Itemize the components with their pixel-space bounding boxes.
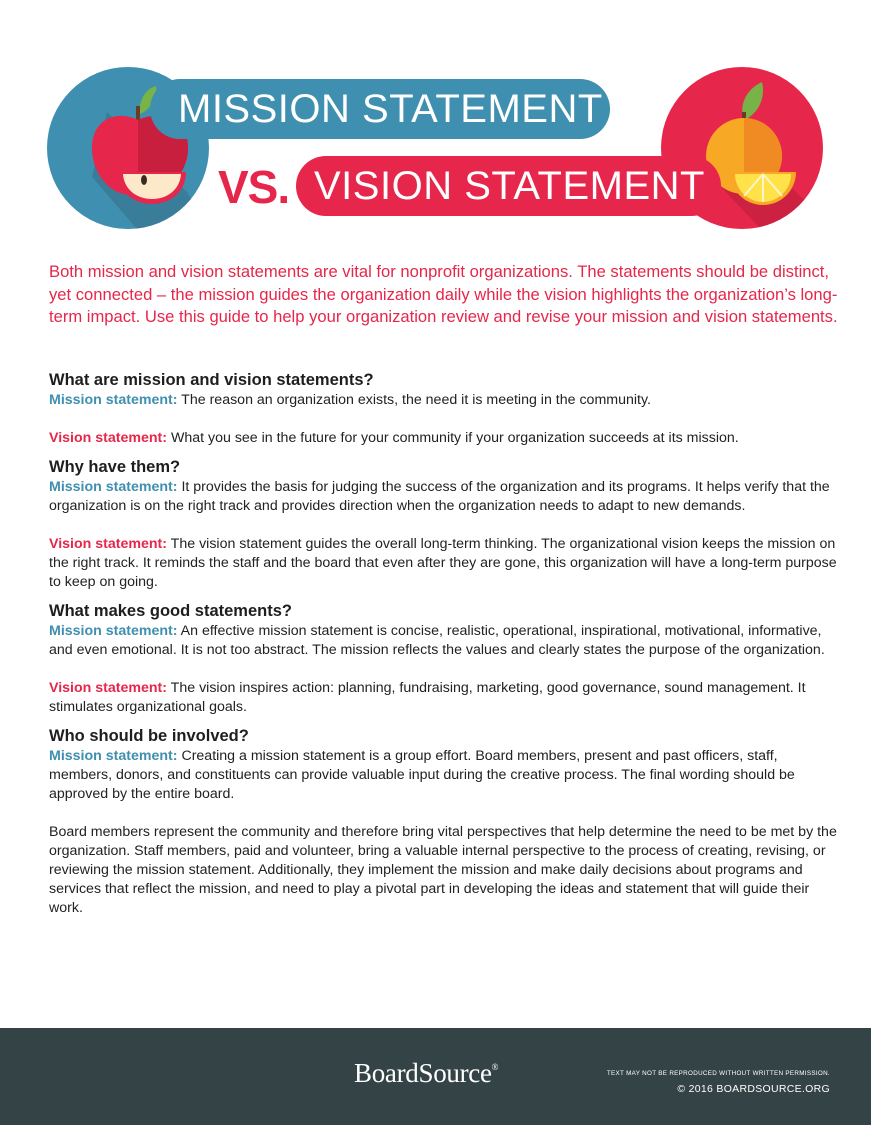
section-what-are xyxy=(49,370,839,448)
vision-paragraph xyxy=(49,429,839,448)
boardsource-logo xyxy=(354,1058,498,1089)
mission-title: MISSION STATEMENT xyxy=(178,86,603,131)
vision-paragraph xyxy=(49,679,839,717)
mission-label: Mission statement: xyxy=(49,392,178,408)
vision-text: The vision statement guides the overall long-term thinking. The organizational vision keeps the mission on the right track. It reminds the staff and the board that even after they are gone, this organization will have a long-term purpose to keep on going. xyxy=(49,536,837,590)
registered-mark: ® xyxy=(491,1062,499,1072)
mission-text: An effective mission statement is concise, realistic, operational, inspirational, motivational, informative, and even emotional. It is not too abstract. The mission reflects the values and clearly states the purpose of the organization. xyxy=(49,623,825,658)
vision-label: Vision statement: xyxy=(49,680,167,696)
intro-paragraph: Both mission and vision statements are vital for nonprofit organizations. The statements should be distinct, yet connected – the mission guides the organization daily while the vision highlights the organization’s long-term impact. Use this guide to help your organization review and revise your mission and vision statements. xyxy=(49,262,838,326)
vision-title-pill xyxy=(296,156,721,216)
vs-label: VS. xyxy=(218,161,290,213)
section-heading: Who should be involved? xyxy=(49,727,249,745)
section-why xyxy=(49,457,839,592)
mission-label: Mission statement: xyxy=(49,479,178,495)
permission-notice: TEXT MAY NOT BE REPRODUCED WITHOUT WRITTEN PERMISSION. xyxy=(606,1070,830,1077)
mission-paragraph xyxy=(49,478,839,516)
mission-text: Creating a mission statement is a group effort. Board members, present and past officers, staff, members, donors, and constituents can provide valuable input during the creative process. The final wording should be approved by the entire board. xyxy=(49,748,795,802)
vision-title: VISION STATEMENT xyxy=(314,163,705,208)
section-what-makes-good xyxy=(49,601,839,717)
header-banner xyxy=(0,0,871,250)
vision-text: The vision inspires action: planning, fundraising, marketing, good governance, sound management. It stimulates organizational goals. xyxy=(49,680,806,715)
mission-title-pill xyxy=(150,79,610,139)
vision-text: What you see in the future for your community if your organization succeeds at its mission. xyxy=(167,430,739,446)
mission-paragraph xyxy=(49,747,839,804)
brand-name: BoardSource xyxy=(354,1058,492,1088)
board-paragraph: Board members represent the community and therefore bring vital perspectives that help determine the need to be met by the organization. Staff members, paid and volunteer, bring a valuable internal perspective to the process of creating, revising, or reviewing the mission statement. Additionally, they implement the mission and make daily decisions about programs and services that reflect the mission, and need to play a pivotal part in developing the ideas and statement that will guide their work. xyxy=(49,824,837,916)
mission-label: Mission statement: xyxy=(49,748,178,764)
mission-text: It provides the basis for judging the success of the organization and its programs. It helps verify that the organization is on the right track and provides direction when the organization needs to adapt to new demands. xyxy=(49,479,830,514)
content-body xyxy=(49,370,839,918)
section-who xyxy=(49,726,839,918)
mission-label: Mission statement: xyxy=(49,623,178,639)
vision-label: Vision statement: xyxy=(49,430,167,446)
mission-text: The reason an organization exists, the need it is meeting in the community. xyxy=(177,392,651,408)
mission-paragraph xyxy=(49,391,839,410)
section-heading: Why have them? xyxy=(49,458,181,476)
vision-label: Vision statement: xyxy=(49,536,167,552)
section-heading: What makes good statements? xyxy=(49,602,292,620)
section-heading: What are mission and vision statements? xyxy=(49,371,374,389)
footer xyxy=(0,1028,871,1125)
vision-paragraph xyxy=(49,535,839,592)
mission-paragraph xyxy=(49,622,839,660)
copyright: © 2016 BOARDSOURCE.ORG xyxy=(677,1083,830,1095)
